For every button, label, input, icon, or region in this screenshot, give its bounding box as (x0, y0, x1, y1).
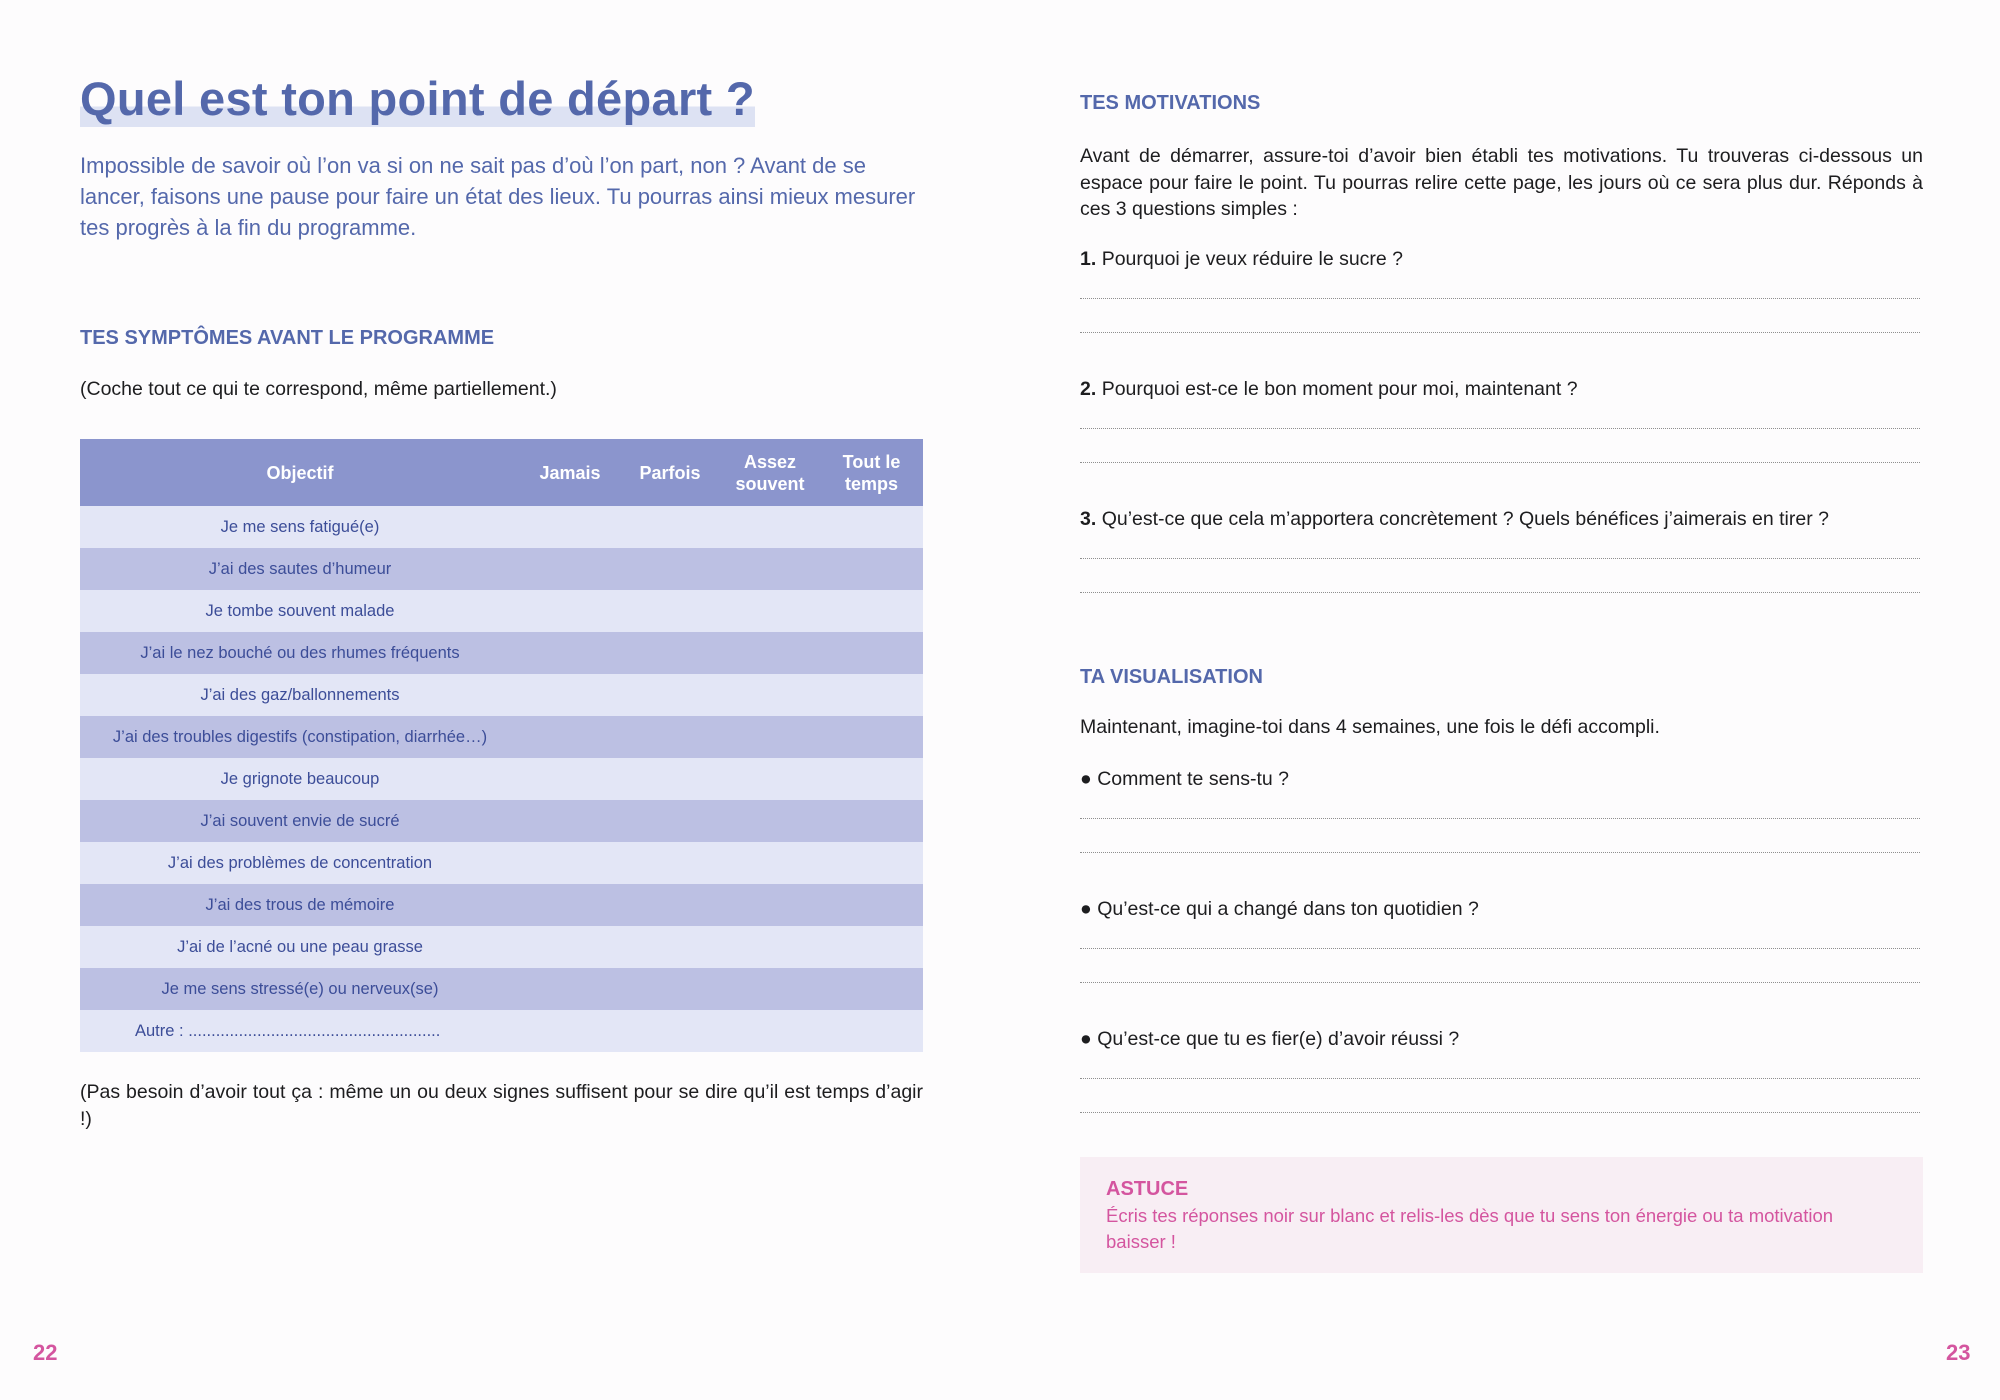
answer-line[interactable] (1080, 332, 1920, 333)
question-3 (1080, 508, 1829, 531)
answer-line[interactable] (1080, 852, 1920, 853)
checkbox-cell-tout-le-temps[interactable] (820, 716, 923, 758)
checkbox-cell-jamais[interactable] (520, 758, 620, 800)
checkbox-cell-tout-le-temps[interactable] (820, 548, 923, 590)
page-number-left: 22 (33, 1340, 58, 1365)
checkbox-cell-tout-le-temps[interactable] (820, 590, 923, 632)
checkbox-cell-parfois[interactable] (620, 926, 720, 968)
checkbox-cell-assez-souvent[interactable] (720, 1010, 820, 1052)
tip-box (1080, 1157, 1923, 1273)
checkbox-cell-parfois[interactable] (620, 548, 720, 590)
checkbox-cell-parfois[interactable] (620, 716, 720, 758)
checkbox-cell-parfois[interactable] (620, 800, 720, 842)
checkbox-cell-jamais[interactable] (520, 632, 620, 674)
header-tout-le-temps: Tout le temps (820, 439, 923, 506)
checkbox-cell-jamais[interactable] (520, 926, 620, 968)
answer-line[interactable] (1080, 298, 1920, 299)
symptom-label: J’ai des troubles digestifs (constipation, diarrhée…) (80, 716, 520, 758)
checkbox-cell-tout-le-temps[interactable] (820, 632, 923, 674)
symptom-label: J’ai le nez bouché ou des rhumes fréquents (80, 632, 520, 674)
table-row (80, 590, 923, 632)
checkbox-cell-assez-souvent[interactable] (720, 842, 820, 884)
table-row (80, 800, 923, 842)
checkbox-cell-parfois[interactable] (620, 758, 720, 800)
tip-title: ASTUCE (1106, 1178, 1189, 1200)
symptoms-heading: TES SYMPTÔMES AVANT LE PROGRAMME (80, 327, 495, 349)
checkbox-cell-jamais[interactable] (520, 1010, 620, 1052)
answer-line[interactable] (1080, 948, 1920, 949)
visualisation-heading: TA VISUALISATION (1080, 666, 1263, 688)
bullet-question-2: ● Qu’est-ce qui a changé dans ton quotidien ? (1080, 898, 1479, 920)
table-row (80, 926, 923, 968)
checkbox-cell-jamais[interactable] (520, 968, 620, 1010)
question-number: 3. (1080, 508, 1097, 530)
question-text: Pourquoi je veux réduire le sucre ? (1101, 248, 1404, 270)
table-row (80, 968, 923, 1010)
symptoms-instruction: (Coche tout ce qui te correspond, même partiellement.) (80, 378, 557, 400)
header-objectif: Objectif (80, 439, 520, 506)
right-page (1000, 0, 2000, 1400)
motivations-heading: TES MOTIVATIONS (1080, 92, 1261, 114)
checkbox-cell-jamais[interactable] (520, 506, 620, 548)
answer-line[interactable] (1080, 1112, 1920, 1113)
checkbox-cell-tout-le-temps[interactable] (820, 926, 923, 968)
checkbox-cell-assez-souvent[interactable] (720, 884, 820, 926)
header-jamais: Jamais (520, 439, 620, 506)
answer-line[interactable] (1080, 462, 1920, 463)
visualisation-intro: Maintenant, imagine-toi dans 4 semaines, une fois le défi accompli. (1080, 716, 1660, 738)
table-row (80, 716, 923, 758)
checkbox-cell-assez-souvent[interactable] (720, 674, 820, 716)
question-number: 1. (1080, 248, 1097, 270)
checkbox-cell-parfois[interactable] (620, 506, 720, 548)
symptom-label: J’ai des gaz/ballonnements (80, 674, 520, 716)
answer-line[interactable] (1080, 818, 1920, 819)
header-parfois: Parfois (620, 439, 720, 506)
checkbox-cell-jamais[interactable] (520, 800, 620, 842)
checkbox-cell-assez-souvent[interactable] (720, 926, 820, 968)
symptom-label: Je grignote beaucoup (80, 758, 520, 800)
checkbox-cell-tout-le-temps[interactable] (820, 506, 923, 548)
checkbox-cell-parfois[interactable] (620, 842, 720, 884)
checkbox-cell-assez-souvent[interactable] (720, 548, 820, 590)
checkbox-cell-tout-le-temps[interactable] (820, 758, 923, 800)
checkbox-cell-parfois[interactable] (620, 632, 720, 674)
checkbox-cell-jamais[interactable] (520, 842, 620, 884)
answer-line[interactable] (1080, 558, 1920, 559)
symptom-label: J’ai des problèmes de concentration (80, 842, 520, 884)
symptom-label: Je me sens stressé(e) ou nerveux(se) (80, 968, 520, 1010)
answer-line[interactable] (1080, 428, 1920, 429)
checkbox-cell-assez-souvent[interactable] (720, 968, 820, 1010)
checkbox-cell-assez-souvent[interactable] (720, 716, 820, 758)
checkbox-cell-assez-souvent[interactable] (720, 590, 820, 632)
checkbox-cell-parfois[interactable] (620, 1010, 720, 1052)
symptom-label: Je tombe souvent malade (80, 590, 520, 632)
checkbox-cell-tout-le-temps[interactable] (820, 800, 923, 842)
question-text: Qu’est-ce que cela m’apportera concrètement ? Quels bénéfices j’aimerais en tirer ? (1101, 508, 1829, 530)
page-title: Quel est ton point de départ ? (80, 68, 755, 130)
bullet-question-1: ● Comment te sens-tu ? (1080, 768, 1290, 790)
checkbox-cell-parfois[interactable] (620, 884, 720, 926)
checkbox-cell-parfois[interactable] (620, 674, 720, 716)
table-row (80, 884, 923, 926)
table-row (80, 674, 923, 716)
symptom-label: Je me sens fatigué(e) (80, 506, 520, 548)
bullet-question-3: ● Qu’est-ce que tu es fier(e) d’avoir réussi ? (1080, 1028, 1460, 1050)
checkbox-cell-tout-le-temps[interactable] (820, 674, 923, 716)
other-symptom-field[interactable]: Autre : ....................................................... (80, 1010, 520, 1052)
checkbox-cell-tout-le-temps[interactable] (820, 968, 923, 1010)
symptom-label: J’ai de l’acné ou une peau grasse (80, 926, 520, 968)
checkbox-cell-tout-le-temps[interactable] (820, 1010, 923, 1052)
table-row (80, 548, 923, 590)
header-assez-souvent: Assez souvent (720, 439, 820, 506)
answer-line[interactable] (1080, 592, 1920, 593)
question-number: 2. (1080, 378, 1097, 400)
checkbox-cell-jamais[interactable] (520, 674, 620, 716)
table-row (80, 758, 923, 800)
symptom-label: J’ai souvent envie de sucré (80, 800, 520, 842)
page-number-right: 23 (1946, 1340, 1971, 1365)
symptom-label: J’ai des sautes d’humeur (80, 548, 520, 590)
table-row (80, 842, 923, 884)
checkbox-cell-tout-le-temps[interactable] (820, 884, 923, 926)
checkbox-cell-jamais[interactable] (520, 884, 620, 926)
checkbox-cell-parfois[interactable] (620, 590, 720, 632)
table-header-row (80, 439, 923, 506)
symptom-label: J’ai des trous de mémoire (80, 884, 520, 926)
intro-paragraph: Impossible de savoir où l’on va si on ne sait pas d’où l’on part, non ? Avant de se lancer, faisons une pause pour faire un état des lieux. Tu pourras ainsi mieux mesurer tes progrès à la fin du programme. (80, 153, 916, 240)
table-row (80, 632, 923, 674)
answer-line[interactable] (1080, 1078, 1920, 1079)
checkbox-cell-jamais[interactable] (520, 716, 620, 758)
checkbox-cell-assez-souvent[interactable] (720, 758, 820, 800)
checkbox-cell-jamais[interactable] (520, 590, 620, 632)
checkbox-cell-assez-souvent[interactable] (720, 800, 820, 842)
question-2 (1080, 378, 1578, 401)
table-row (80, 506, 923, 548)
motivations-intro: Avant de démarrer, assure-toi d’avoir bien établi tes motivations. Tu trouveras ci-dessous un espace pour faire le point. Tu pourras relire cette page, les jours où ce sera plus dur. Réponds à ces 3 questions simples : (1080, 145, 1923, 220)
symptoms-table (80, 439, 923, 1052)
checkbox-cell-assez-souvent[interactable] (720, 506, 820, 548)
checkbox-cell-assez-souvent[interactable] (720, 632, 820, 674)
table-footnote: (Pas besoin d’avoir tout ça : même un ou deux signes suffisent pour se dire qu’il est temps d’agir !) (80, 1081, 923, 1130)
question-1 (1080, 248, 1403, 271)
checkbox-cell-jamais[interactable] (520, 548, 620, 590)
checkbox-cell-tout-le-temps[interactable] (820, 842, 923, 884)
question-text: Pourquoi est-ce le bon moment pour moi, maintenant ? (1101, 378, 1578, 400)
checkbox-cell-parfois[interactable] (620, 968, 720, 1010)
answer-line[interactable] (1080, 982, 1920, 983)
tip-text: Écris tes réponses noir sur blanc et relis-les dès que tu sens ton énergie ou ta motivation baisser ! (1106, 1205, 1834, 1252)
table-row-other (80, 1010, 923, 1052)
